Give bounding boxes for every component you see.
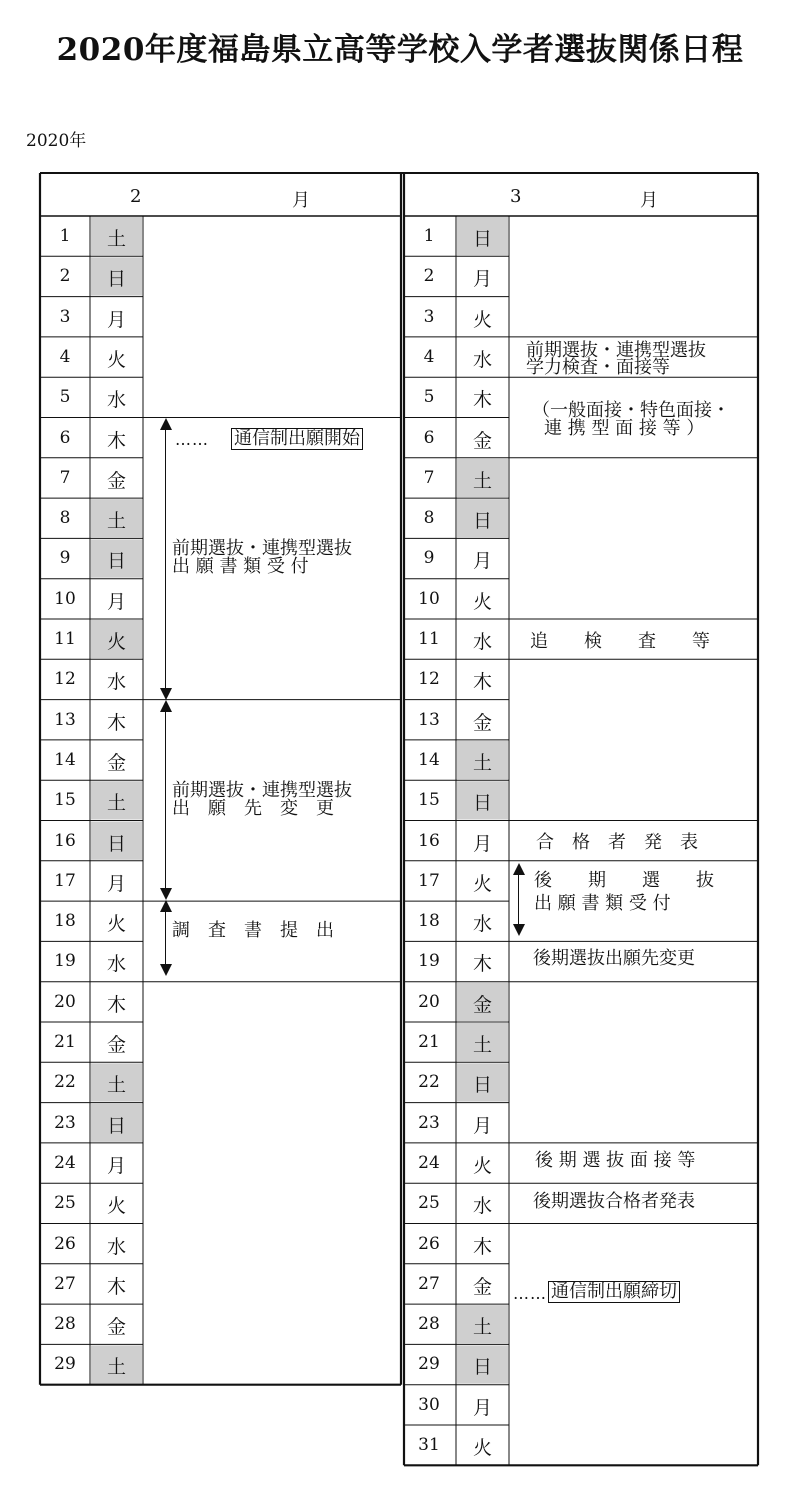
- document-title: 2020年度福島県立高等学校入学者選抜関係日程: [56, 32, 744, 68]
- feb-date-6: 6: [59, 427, 71, 448]
- feb-weekday-19: 水: [106, 953, 126, 976]
- feb-weekday-7: 金: [106, 469, 126, 492]
- mar-date-18: 18: [418, 911, 440, 932]
- mar-date-31: 31: [418, 1435, 440, 1455]
- feb-weekday-17: 月: [106, 872, 126, 895]
- feb-date-29: 29: [54, 1354, 76, 1375]
- mar-date-19: 19: [418, 951, 440, 972]
- mar-weekday-27: 金: [472, 1275, 492, 1298]
- mar-date-29: 29: [418, 1354, 440, 1375]
- mar-late-apply-line2: 出 願 書 類 受 付: [534, 893, 671, 914]
- feb-date-24: 24: [54, 1152, 76, 1173]
- mar-pass-announce: 合 格 者 発 表: [536, 832, 698, 853]
- arrow-up-icon: [160, 700, 172, 712]
- year-label: 2020年: [26, 131, 87, 151]
- mar-date-26: 26: [418, 1233, 440, 1254]
- arrow-down-icon: [160, 688, 172, 700]
- mar-date-20: 20: [418, 991, 440, 1012]
- mar-weekday-15: 日: [472, 792, 492, 815]
- feb-correspondence-start: 通信制出願開始: [231, 428, 363, 450]
- feb-date-27: 27: [54, 1273, 76, 1294]
- feb-date-10: 10: [54, 588, 76, 609]
- feb-date-15: 15: [54, 790, 76, 811]
- mar-makeup: 追 検 査 等: [530, 631, 710, 652]
- mar-exam-line2: 学力検査・面接等: [526, 357, 670, 378]
- mar-date-28: 28: [418, 1314, 440, 1335]
- mar-date-22: 22: [418, 1072, 440, 1093]
- feb-weekday-20: 木: [106, 993, 126, 1016]
- feb-weekday-18: 火: [106, 913, 126, 936]
- mar-date-24: 24: [418, 1152, 440, 1173]
- feb-date-5: 5: [59, 387, 71, 408]
- feb-date-16: 16: [54, 830, 76, 851]
- feb-weekday-22: 土: [106, 1074, 126, 1097]
- arrow-line: [165, 710, 166, 894]
- mar-date-9: 9: [423, 548, 435, 569]
- feb-weekday-8: 土: [106, 510, 126, 533]
- feb-date-12: 12: [54, 669, 76, 690]
- feb-weekday-13: 木: [106, 711, 126, 734]
- mar-date-4: 4: [423, 346, 435, 367]
- mar-date-17: 17: [418, 870, 440, 891]
- feb-weekday-4: 火: [106, 348, 126, 371]
- feb-weekday-5: 水: [106, 389, 126, 412]
- mar-weekday-24: 火: [472, 1154, 492, 1177]
- mar-late-apply-line1: 後 期 選 抜: [534, 870, 714, 891]
- mar-date-11: 11: [418, 629, 440, 649]
- dotted-leader: ……: [513, 1284, 547, 1303]
- mar-late-pass: 後期選抜合格者発表: [533, 1191, 695, 1212]
- feb-date-7: 7: [59, 467, 71, 488]
- arrow-down-icon: [513, 924, 525, 936]
- mar-weekday-18: 水: [472, 913, 492, 936]
- arrow-down-icon: [160, 964, 172, 976]
- feb-weekday-1: 土: [106, 228, 126, 250]
- mar-date-30: 30: [418, 1394, 440, 1415]
- feb-weekday-15: 土: [106, 792, 126, 815]
- feb-weekday-25: 火: [106, 1195, 126, 1218]
- arrow-up-icon: [160, 900, 172, 912]
- mar-weekday-6: 金: [472, 429, 492, 452]
- feb-date-2: 2: [59, 266, 71, 287]
- mar-late-change: 後期選抜出願先変更: [533, 948, 695, 969]
- mar-exam-line1: 前期選抜・連携型選抜: [526, 340, 706, 361]
- mar-date-1: 1: [423, 226, 435, 246]
- feb-weekday-23: 日: [106, 1114, 126, 1137]
- feb-report-submit: 調 査 書 提 出: [172, 920, 334, 941]
- feb-early-apply-line1: 前期選抜・連携型選抜: [172, 538, 352, 559]
- feb-date-18: 18: [54, 911, 76, 932]
- mar-date-27: 27: [418, 1273, 440, 1294]
- arrow-down-icon: [160, 888, 172, 900]
- feb-date-14: 14: [54, 749, 76, 770]
- mar-weekday-19: 木: [472, 953, 492, 976]
- feb-early-change-line2: 出 願 先 変 更: [172, 798, 334, 819]
- mar-exam-line3: （一般面接・特色面接・: [532, 400, 730, 421]
- feb-weekday-2: 日: [106, 268, 126, 291]
- mar-date-3: 3: [423, 306, 435, 327]
- mar-weekday-21: 土: [472, 1034, 492, 1056]
- feb-weekday-10: 月: [106, 590, 126, 613]
- feb-date-1: 1: [59, 226, 71, 246]
- mar-date-14: 14: [418, 749, 440, 770]
- feb-weekday-3: 月: [106, 308, 126, 331]
- feb-weekday-9: 日: [106, 550, 126, 573]
- mar-weekday-26: 木: [472, 1235, 492, 1258]
- feb-date-28: 28: [54, 1314, 76, 1335]
- mar-weekday-29: 日: [472, 1356, 492, 1379]
- mar-correspondence-end: 通信制出願締切: [548, 1281, 680, 1303]
- mar-date-21: 21: [418, 1032, 440, 1052]
- mar-date-7: 7: [423, 467, 435, 488]
- feb-date-26: 26: [54, 1233, 76, 1254]
- mar-date-8: 8: [423, 508, 435, 529]
- mar-weekday-12: 木: [472, 671, 492, 694]
- mar-date-13: 13: [418, 709, 440, 730]
- feb-weekday-28: 金: [106, 1316, 126, 1339]
- feb-date-25: 25: [54, 1193, 76, 1214]
- feb-date-13: 13: [54, 709, 76, 730]
- arrow-up-icon: [513, 863, 525, 875]
- feb-weekday-26: 水: [106, 1235, 126, 1258]
- mar-weekday-30: 月: [472, 1396, 492, 1419]
- feb-date-20: 20: [54, 991, 76, 1012]
- mar-date-2: 2: [423, 266, 435, 287]
- mar-weekday-3: 火: [472, 308, 492, 331]
- mar-weekday-25: 水: [472, 1195, 492, 1218]
- mar-weekday-31: 火: [472, 1437, 492, 1459]
- feb-date-4: 4: [59, 346, 71, 367]
- feb-date-17: 17: [54, 870, 76, 891]
- mar-weekday-1: 日: [472, 228, 492, 250]
- feb-date-19: 19: [54, 951, 76, 972]
- feb-date-21: 21: [54, 1032, 76, 1052]
- mar-weekday-10: 火: [472, 590, 492, 613]
- mar-weekday-9: 月: [472, 550, 492, 573]
- dotted-leader: ……: [175, 430, 209, 449]
- mar-date-16: 16: [418, 830, 440, 851]
- mar-exam-line4: 連 携 型 面 接 等 ）: [544, 418, 705, 439]
- feb-weekday-24: 月: [106, 1154, 126, 1177]
- arrow-up-icon: [160, 418, 172, 430]
- mar-weekday-23: 月: [472, 1114, 492, 1137]
- mar-late-interview: 後 期 選 抜 面 接 等: [535, 1150, 696, 1171]
- mar-weekday-14: 土: [472, 751, 492, 774]
- mar-weekday-8: 日: [472, 510, 492, 533]
- mar-weekday-11: 水: [472, 631, 492, 653]
- mar-date-25: 25: [418, 1193, 440, 1214]
- mar-weekday-20: 金: [472, 993, 492, 1016]
- feb-header-month: 月: [292, 190, 310, 211]
- arrow-line: [165, 910, 166, 970]
- feb-weekday-16: 日: [106, 832, 126, 855]
- feb-header-num: 2: [130, 186, 142, 207]
- arrow-line: [165, 428, 166, 692]
- mar-date-5: 5: [423, 387, 435, 408]
- feb-date-11: 11: [54, 629, 76, 649]
- mar-weekday-5: 木: [472, 389, 492, 412]
- feb-date-3: 3: [59, 306, 71, 327]
- mar-date-6: 6: [423, 427, 435, 448]
- mar-weekday-28: 土: [472, 1316, 492, 1339]
- feb-weekday-21: 金: [106, 1034, 126, 1056]
- mar-header-month: 月: [640, 190, 658, 211]
- feb-weekday-11: 火: [106, 631, 126, 653]
- mar-weekday-22: 日: [472, 1074, 492, 1097]
- feb-early-change-line1: 前期選抜・連携型選抜: [172, 780, 352, 801]
- mar-date-12: 12: [418, 669, 440, 690]
- mar-weekday-2: 月: [472, 268, 492, 291]
- mar-weekday-4: 水: [472, 348, 492, 371]
- mar-header-num: 3: [510, 186, 522, 207]
- mar-weekday-16: 月: [472, 832, 492, 855]
- feb-date-9: 9: [59, 548, 71, 569]
- arrow-line: [518, 873, 519, 927]
- mar-date-15: 15: [418, 790, 440, 811]
- feb-date-23: 23: [54, 1112, 76, 1133]
- mar-date-23: 23: [418, 1112, 440, 1133]
- feb-weekday-29: 土: [106, 1356, 126, 1379]
- mar-date-10: 10: [418, 588, 440, 609]
- feb-date-22: 22: [54, 1072, 76, 1093]
- mar-weekday-7: 土: [472, 469, 492, 492]
- feb-date-8: 8: [59, 508, 71, 529]
- feb-early-apply-line2: 出 願 書 類 受 付: [172, 556, 309, 577]
- feb-weekday-6: 木: [106, 429, 126, 452]
- feb-weekday-27: 木: [106, 1275, 126, 1298]
- mar-weekday-17: 火: [472, 872, 492, 895]
- feb-weekday-14: 金: [106, 751, 126, 774]
- feb-weekday-12: 水: [106, 671, 126, 694]
- mar-weekday-13: 金: [472, 711, 492, 734]
